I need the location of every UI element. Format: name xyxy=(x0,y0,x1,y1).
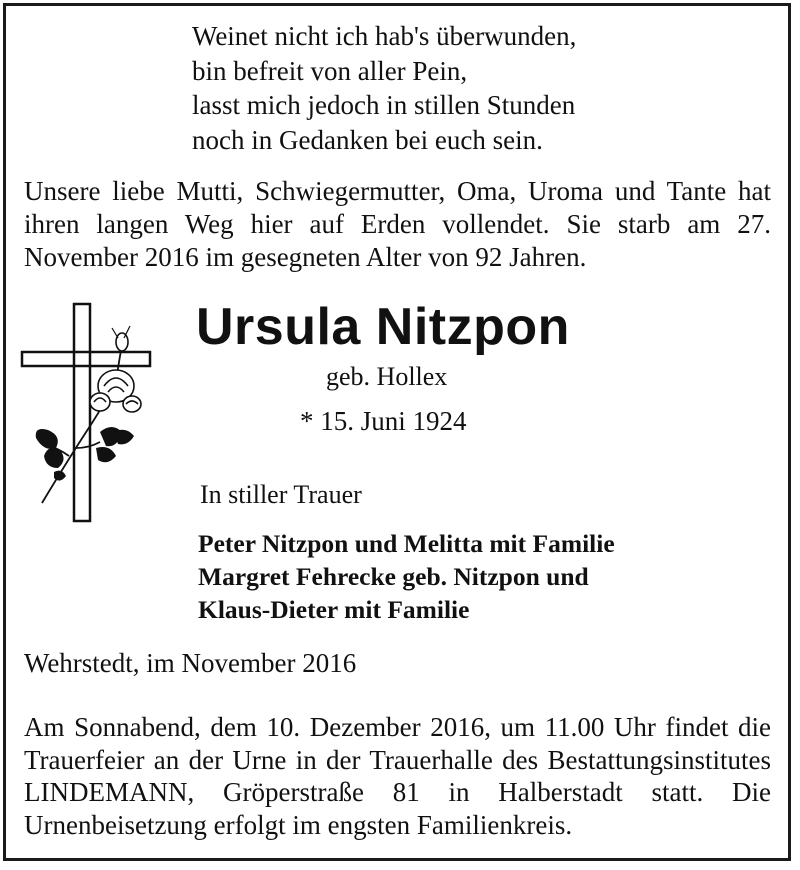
intro-text: Unsere liebe Mutti, Schwiegermutter, Oma, Uroma und Tante hat ihren langen Weg hier auf Erden vollendet. Sie starb am 27. November 2016 im gesegneten Alter von 92 Jahren. xyxy=(24,176,771,272)
poem-line: noch in Gedanken bei euch sein. xyxy=(192,124,543,155)
family-list xyxy=(198,527,615,626)
deceased-name: Ursula Nitzpon xyxy=(196,298,570,356)
poem-line: lasst mich jedoch in stillen Stunden xyxy=(192,90,576,120)
birth-date: * 15. Juni 1924 xyxy=(300,406,467,436)
poem-line: bin befreit von aller Pein, xyxy=(192,55,468,86)
poem xyxy=(192,19,576,157)
cross-with-rose-icon xyxy=(14,298,164,533)
place-date: Wehrstedt, im November 2016 xyxy=(24,648,357,678)
family-line: Margret Fehrecke geb. Nitzpon und xyxy=(198,562,589,591)
family-line: Klaus-Dieter mit Familie xyxy=(198,595,470,624)
family-line: Peter Nitzpon und Melitta mit Familie xyxy=(198,529,615,558)
poem-line: Weinet nicht ich hab's überwunden, xyxy=(192,21,577,51)
maiden-name: geb. Hollex xyxy=(326,362,448,391)
service-text: Am Sonnabend, dem 10. Dezember 2016, um 11.00 Uhr findet die Trauerfeier an der Urne in der Trauerhalle des Bestattungsinstitutes LINDEMANN, Gröperstraße 81 in Halberstadt statt. Die Urnenbeisetzung erfolgt im engsten Familienkreis. xyxy=(24,712,771,840)
mourning-label: In stiller Trauer xyxy=(200,480,362,509)
